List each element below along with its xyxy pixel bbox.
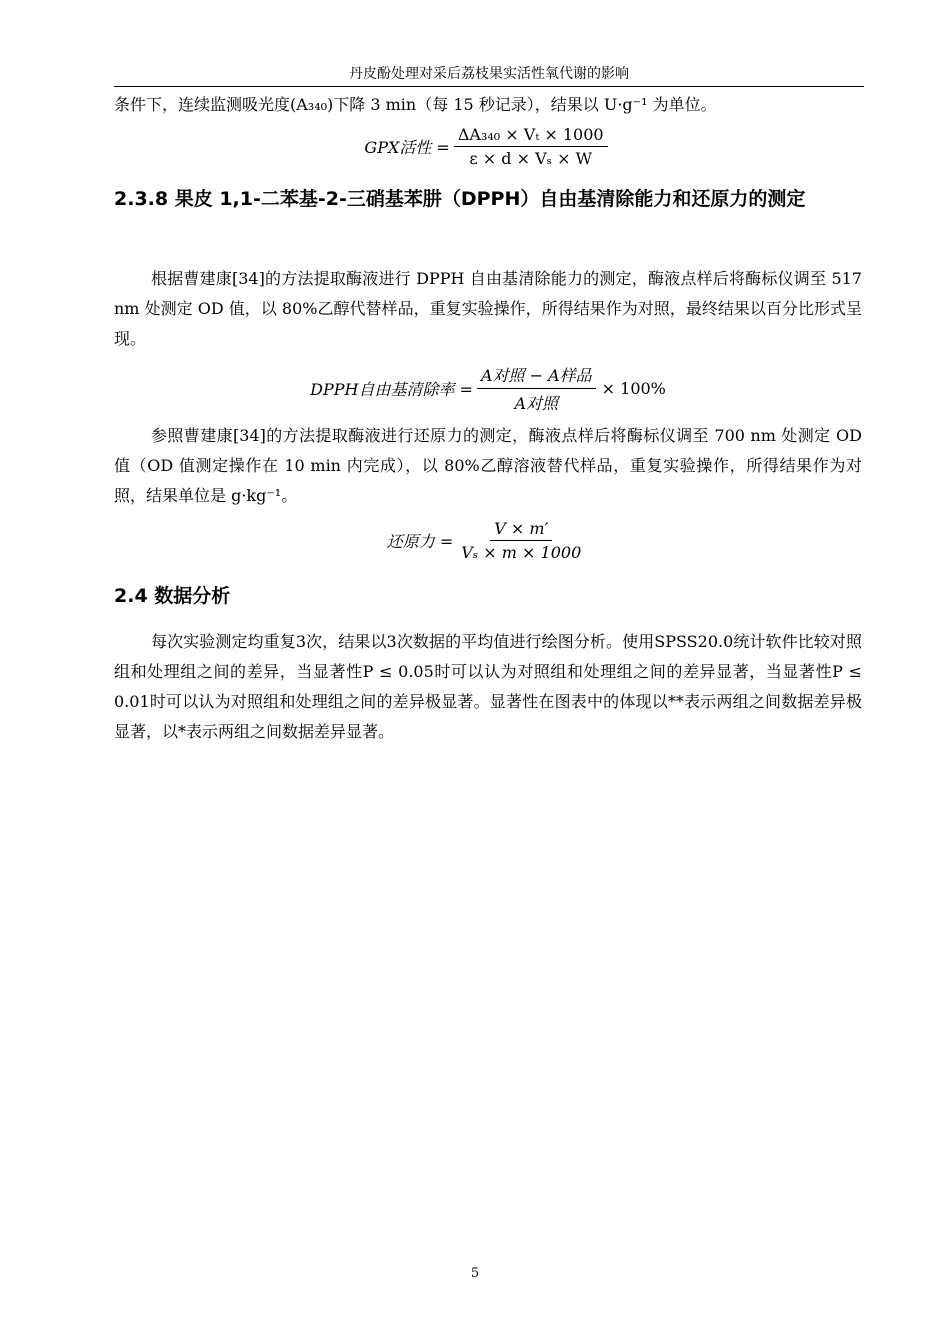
paragraph-reducing-power-method: 参照曹建康[34]的方法提取酶液进行还原力的测定，酶液点样后将酶标仪调至 700 nm 处测定 OD 值（OD 值测定操作在 10 min 内完成），以 80%乙醇溶液替代样品，重复实验操作，所得结果作为对照，结果单位是 g·kg⁻¹。	[114, 426, 862, 505]
header-rule	[114, 86, 864, 87]
running-header: 丹皮酚处理对采后荔枝果实活性氧代谢的影响	[349, 66, 629, 82]
formula-reducing-fraction	[457, 519, 585, 562]
formula-gpx-numerator: ΔA₃₄₀ × Vₜ × 1000	[454, 125, 608, 147]
formula-gpx-denominator: ε × d × Vₛ × W	[469, 148, 593, 168]
formula-dpph-fraction	[477, 363, 596, 414]
paragraph-dpph-method: 根据曹建康[34]的方法提取酶液进行 DPPH 自由基清除能力的测定，酶液点样后将酶标仪调至 517 nm 处测定 OD 值，以 80%乙醇代替样品，重复实验操作，所得结果作为对照，最终结果以百分比形式呈现。	[114, 269, 862, 348]
formula-gpx-fraction	[454, 125, 608, 168]
formula-dpph-lhs: DPPH自由基清除率 =	[310, 379, 473, 399]
formula-dpph-denominator: A对照	[514, 393, 559, 413]
formula-gpx-lhs: GPX活性 =	[364, 137, 450, 157]
formula-dpph	[114, 360, 862, 416]
formula-reducing-lhs: 还原力 =	[386, 531, 454, 551]
paragraph-data-analysis: 每次实验测定均重复3次，结果以3次数据的平均值进行绘图分析。使用SPSS20.0统计软件比较对照组和处理组之间的差异，当显著性P ≤ 0.05时可以认为对照组和处理组之间的差异显著，当显著性P ≤ 0.01时可以认为对照组和处理组之间的差异极显著。显著性在图表中的体现以**表示两组之间数据差异极显著，以*表示两组之间数据差异显著。	[114, 632, 862, 741]
section-heading-2-3-8: 2.3.8 果皮 1,1-二苯基-2-三硝基苯肼（DPPH）自由基清除能力和还原力的测定	[114, 188, 806, 210]
formula-reducing-denominator: Vₛ × m × 1000	[461, 542, 582, 562]
formula-gpx	[114, 120, 862, 172]
formula-reducing-power	[114, 512, 862, 568]
formula-dpph-tail: × 100%	[601, 378, 666, 398]
section-heading-2-4: 2.4 数据分析	[114, 585, 231, 607]
formula-dpph-numerator: A对照 − A样品	[477, 363, 596, 389]
paragraph-gpx-conditions: 条件下，连续监测吸光度(A₃₄₀)下降 3 min（每 15 秒记录），结果以 U·g⁻¹ 为单位。	[114, 95, 717, 114]
page-number: 5	[470, 1266, 480, 1281]
formula-reducing-numerator: V × m′	[490, 519, 552, 541]
